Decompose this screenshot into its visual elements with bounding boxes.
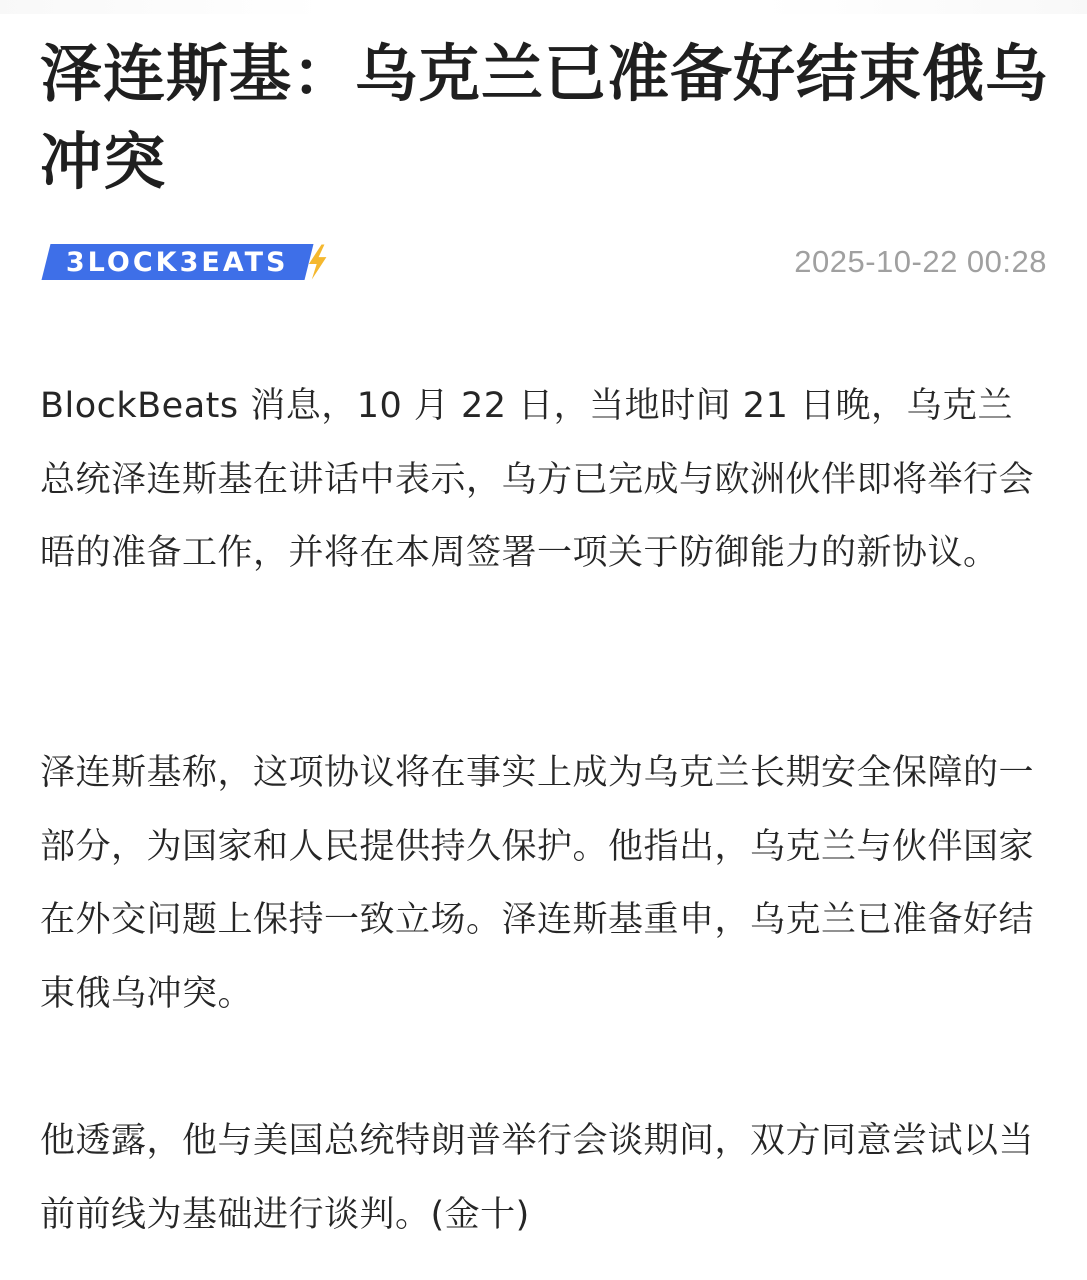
logo-text: 3LOCK3EATS bbox=[66, 246, 289, 278]
top-edge-shade bbox=[0, 0, 1087, 14]
article-title: 泽连斯基：乌克兰已准备好结束俄乌冲突 bbox=[40, 37, 1049, 198]
logo-band bbox=[42, 244, 314, 280]
article-meta bbox=[40, 238, 1047, 286]
article-paragraph-3: 他透露，他与美国总统特朗普举行会谈期间，双方同意尝试以当前前线为基础进行谈判。(金十) bbox=[40, 1121, 1035, 1235]
source-logo[interactable] bbox=[40, 244, 330, 280]
article-paragraph-1: BlockBeats 消息，10 月 22 日，当地时间 21 日晚，乌克兰总统泽连斯基在讲话中表示，乌方已完成与欧洲伙伴即将举行会晤的准备工作，并将在本周签署一项关于防御能力的新协议。 bbox=[40, 386, 1035, 573]
article-paragraph-2: 泽连斯基称，这项协议将在事实上成为乌克兰长期安全保障的一部分，为国家和人民提供持久保护。他指出，乌克兰与伙伴国家在外交问题上保持一致立场。泽连斯基重申，乌克兰已准备好结束俄乌冲突。 bbox=[40, 753, 1035, 1014]
publish-timestamp: 2025-10-22 00:28 bbox=[794, 244, 1047, 279]
